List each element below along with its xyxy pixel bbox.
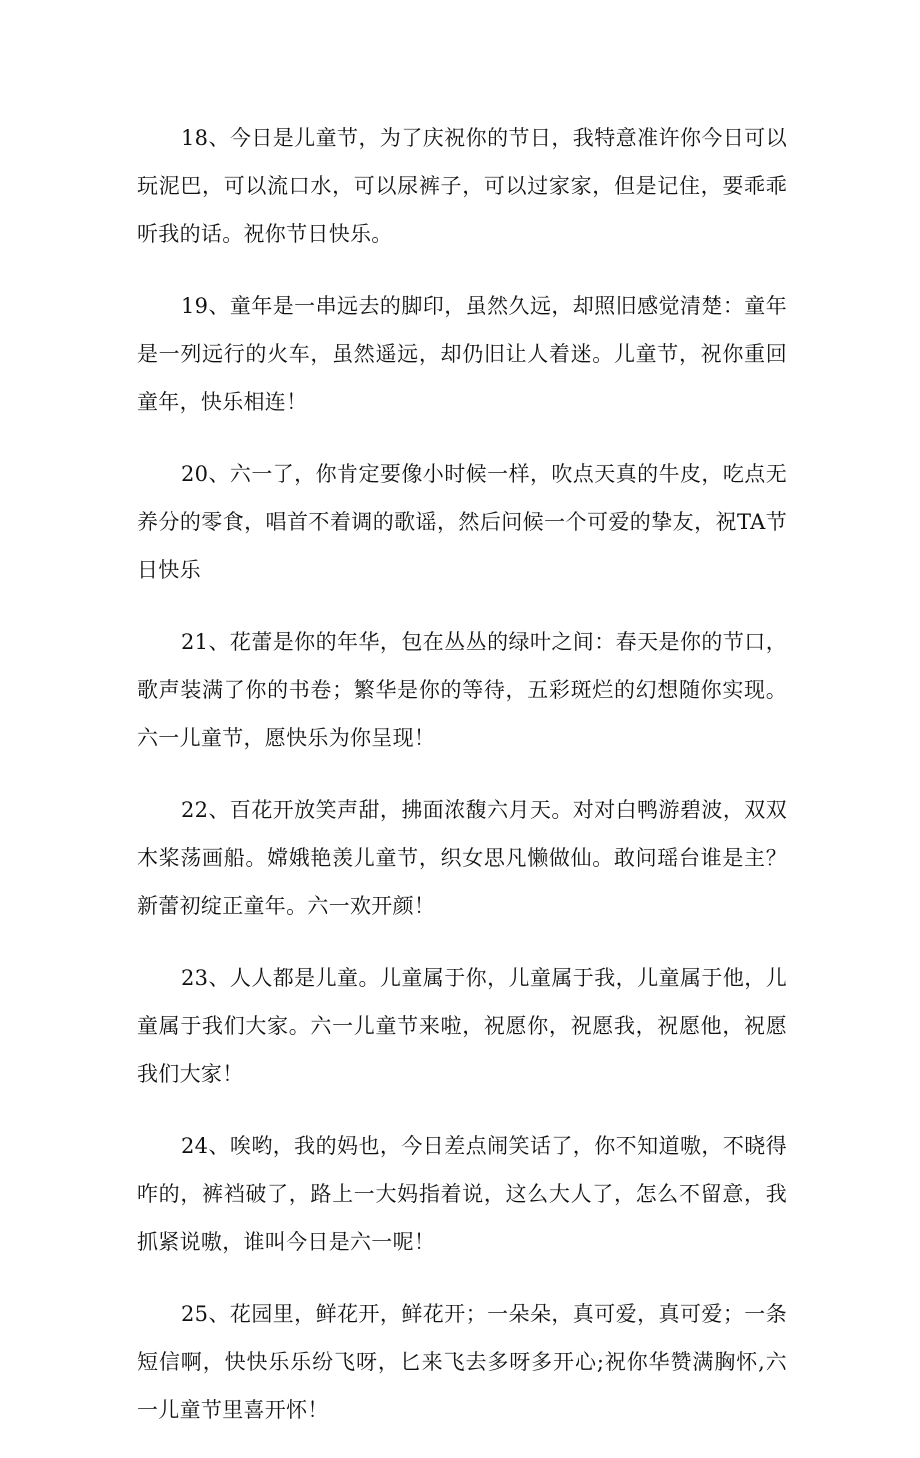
- paragraph-19: 19、童年是一串远去的脚印，虽然久远，却照旧感觉清楚：童年是一列远行的火车，虽然遥远，却仍旧让人着迷。儿童节，祝你重回童年，快乐相连！: [137, 294, 787, 414]
- paragraph-23: 23、人人都是儿童。儿童属于你，儿童属于我，儿童属于他，儿童属于我们大家。六一儿童节来啦，祝愿你，祝愿我，祝愿他，祝愿我们大家！: [137, 966, 787, 1086]
- paragraph-22: 22、百花开放笑声甜，拂面浓馥六月天。对对白鸭游碧波，双双木桨荡画船。嫦娥艳羡儿童节，织女思凡懒做仙。敢问瑶台谁是主？新蕾初绽正童年。六一欢开颜！: [137, 798, 787, 918]
- paragraph-21: 21、花蕾是你的年华，包在丛丛的绿叶之间：春天是你的节口，歌声装满了你的书卷；繁华是你的等待，五彩斑烂的幻想随你实现。六一儿童节，愿快乐为你呈现！: [137, 630, 787, 750]
- paragraph-25: 25、花园里，鲜花开，鲜花开；一朵朵，真可爱，真可爱；一条短信啊，快快乐乐纷飞呀，匕来飞去多呀多开心;祝你华赞满胸怀,六一儿童节里喜开怀！: [137, 1302, 787, 1422]
- paragraph-18: 18、今日是儿童节，为了庆祝你的节日，我特意准许你今日可以玩泥巴，可以流口水，可以尿裤子，可以过家家，但是记住，要乖乖听我的话。祝你节日快乐。: [137, 126, 787, 246]
- paragraph-20: 20、六一了，你肯定要像小时候一样，吹点天真的牛皮，吃点无养分的零食，唱首不着调的歌谣，然后问候一个可爱的挚友，祝TA节日快乐: [137, 462, 787, 582]
- paragraph-24: 24、唉哟，我的妈也，今日差点闹笑话了，你不知道嗷，不晓得咋的，裤裆破了，路上一大妈指着说，这么大人了，怎么不留意，我抓紧说嗷，谁叫今日是六一呢！: [137, 1134, 787, 1254]
- document-body: [137, 114, 787, 1458]
